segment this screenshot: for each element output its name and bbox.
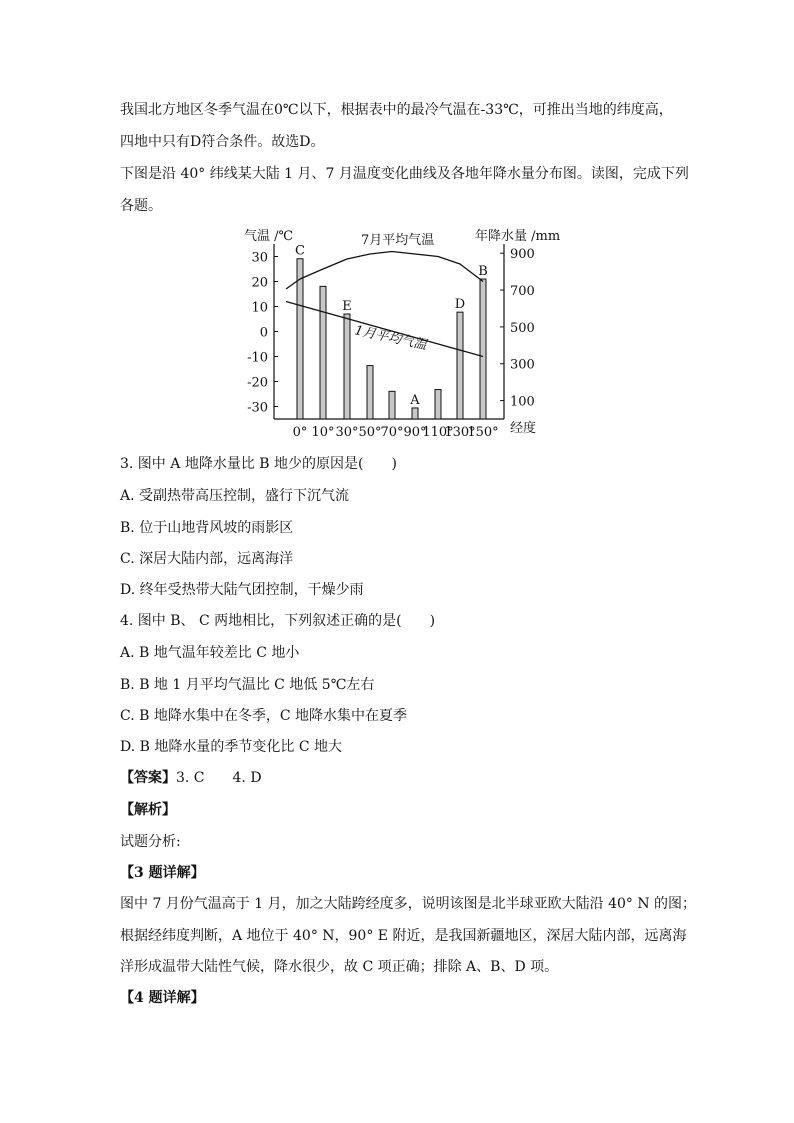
q3-option-c: C. 深居大陆内部，远离海洋 bbox=[120, 551, 294, 567]
left-tick-label: 0 bbox=[259, 325, 268, 341]
left-tick-label: -20 bbox=[247, 375, 268, 391]
bar-point-label: C bbox=[295, 243, 305, 259]
q4-stem: 4. 图中 B、 C 两地相比，下列叙述正确的是( ) bbox=[120, 613, 436, 629]
answer-line bbox=[120, 768, 262, 788]
q3-detail-line-1: 图中 7 月份气温高于 1 月，加之大陆跨经度多，说明该图是北半球亚欧大陆沿 40° N 的图； bbox=[120, 896, 697, 912]
right-axis-label: 年降水量 /mm bbox=[475, 229, 561, 244]
left-tick-label: 30 bbox=[251, 250, 268, 266]
precip-bar bbox=[480, 279, 486, 419]
bar-point-label: E bbox=[342, 299, 352, 314]
bar-point-label: A bbox=[410, 392, 420, 408]
left-tick-label: -30 bbox=[247, 400, 268, 416]
right-tick-label: 300 bbox=[510, 357, 535, 373]
x-tick-label: 110° bbox=[422, 425, 454, 440]
q4-option-d: D. B 地降水量的季节变化比 C 地大 bbox=[120, 739, 342, 755]
q3-option-a: A. 受副热带高压控制，盛行下沉气流 bbox=[120, 488, 350, 504]
x-tick-label: 130° bbox=[444, 425, 476, 440]
intro-line-4: 各题。 bbox=[120, 198, 162, 214]
q3-stem: 3. 图中 A 地降水量比 B 地少的原因是( ) bbox=[120, 456, 397, 472]
q3-detail-line-2: 根据经纬度判断，A 地位于 40° N，90° E 附近，是我国新疆地区，深居大陆内部，远离海 bbox=[120, 928, 687, 944]
precip-bar bbox=[412, 408, 418, 419]
july-line-label: 7月平均气温 bbox=[361, 233, 435, 248]
precip-bar bbox=[297, 259, 303, 419]
intro-line-3: 下图是沿 40° 纬线某大陆 1 月、7 月温度变化曲线及各地年降水量分布图。读图，完成下列 bbox=[120, 166, 689, 182]
bar-point-label: D bbox=[454, 297, 466, 313]
x-tick-label: 0° bbox=[292, 425, 308, 440]
answer-label: 【答案】 bbox=[120, 770, 176, 786]
left-tick-label: 10 bbox=[251, 300, 268, 316]
x-tick-label: 10° bbox=[311, 425, 335, 440]
precip-bar bbox=[367, 366, 373, 419]
x-ticks bbox=[293, 425, 499, 440]
jan-line-label: 1月平均气温 bbox=[353, 323, 428, 354]
precip-bar bbox=[435, 390, 441, 419]
x-tick-label: 30° bbox=[335, 425, 359, 440]
right-tick-label: 500 bbox=[510, 320, 535, 336]
q4-option-a: A. B 地气温年较差比 C 地小 bbox=[120, 645, 300, 661]
q4-option-c: C. B 地降水集中在冬季，C 地降水集中在夏季 bbox=[120, 708, 408, 724]
precip-bar bbox=[344, 314, 350, 419]
x-axis-label: 经度 bbox=[510, 421, 537, 436]
q3-option-d: D. 终年受热带大陆气团控制，干燥少雨 bbox=[120, 582, 364, 598]
intro-line-1: 我国北方地区冬季气温在0℃以下，根据表中的最冷气温在-33℃，可推出当地的纬度高， bbox=[120, 102, 673, 118]
intro-line-2: 四地中只有D符合条件。故选D。 bbox=[120, 134, 325, 150]
analysis-sub: 试题分析: bbox=[120, 834, 181, 850]
q3-detail-line-3: 洋形成温带大陆性气候，降水很少，故 C 项正确；排除 A、B、D 项。 bbox=[120, 959, 559, 975]
x-tick-label: 50° bbox=[358, 425, 382, 440]
q4-detail-head: 【4 题详解】 bbox=[120, 990, 205, 1006]
left-ticks bbox=[247, 251, 278, 416]
q3-option-b: B. 位于山地背风坡的雨影区 bbox=[120, 520, 294, 536]
left-tick-label: -10 bbox=[247, 350, 268, 366]
right-tick-label: 700 bbox=[510, 284, 535, 300]
right-tick-label: 100 bbox=[510, 394, 535, 410]
x-tick-label: 90° bbox=[403, 425, 427, 440]
precip-bar bbox=[457, 312, 463, 419]
x-tick-label: 150° bbox=[467, 425, 499, 440]
left-tick-label: 20 bbox=[251, 275, 268, 291]
climate-chart bbox=[230, 222, 561, 442]
x-tick-label: 70° bbox=[380, 425, 404, 440]
precip-bar bbox=[320, 286, 326, 419]
left-axis-label: 气温 /℃ bbox=[244, 229, 294, 244]
answer-text: 3. C 4. D bbox=[176, 770, 262, 786]
bar-point-label: B bbox=[478, 264, 488, 279]
right-tick-label: 900 bbox=[510, 247, 535, 263]
q3-detail-head: 【3 题详解】 bbox=[120, 865, 205, 881]
analysis-label: 【解析】 bbox=[120, 802, 176, 818]
right-ticks bbox=[500, 247, 535, 409]
temperature-series-line bbox=[286, 252, 483, 290]
precip-bar bbox=[389, 391, 395, 419]
q4-option-b: B. B 地 1 月平均气温比 C 地低 5℃左右 bbox=[120, 677, 375, 693]
